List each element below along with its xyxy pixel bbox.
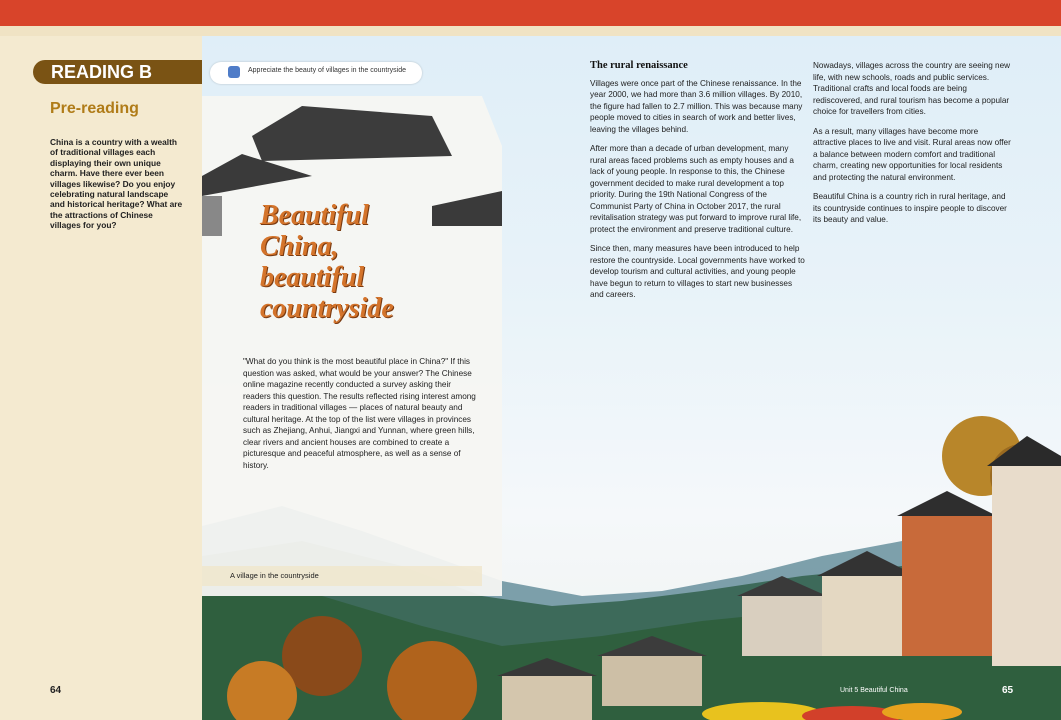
title-line: countryside: [260, 293, 394, 324]
intro-text: China is a country with a wealth of traditional villages each displaying their own unique charm. Have there ever been villages likewise? Do you enjoy celebrating natural landscape and historical heritage? What are the attractions of Chinese villages for you?: [50, 137, 183, 231]
body-paragraph: As a result, many villages have become more attractive places to live and visit. Rural areas now offer a balance between modern comfort and traditional charm, creating new opportunities for local residents and protecting the natural environment.: [813, 126, 1011, 182]
title-line: China,: [260, 231, 339, 262]
body-paragraph: Beautiful China is a country rich in rural heritage, and its countryside continues to inspire people to discover its beauty and value.: [813, 192, 1007, 224]
photo-caption-bar: [202, 566, 482, 586]
section-heading: The rural renaissance: [590, 60, 688, 71]
lead-paragraph: "What do you think is the most beautiful place in China?" If this question was asked, what would be your answer? The Chinese online magazine recently conducted a survey asking their readers this question. The results reflected rising interest among readers in traditional villages — places of natural beauty and cultural heritage. At the top of the list were villages in provinces such as Zhejiang, Anhui, Jiangxi and Yunnan, where green hills, clear rivers and ancient houses are combined to create a picturesque and peaceful atmosphere, as well as a sense of history.: [243, 357, 476, 470]
title-line: Beautiful: [260, 200, 369, 231]
body-paragraph: Villages were once part of the Chinese renaissance. In the year 2000, we had more than 3.6 million villages. By 2010, the figure had fallen to 2.7 million. This was because many people moved to cities in search of work and better lives, leaving the villages behind.: [590, 78, 803, 134]
middle-column: [590, 60, 805, 309]
footer-unit-title: Unit 5 Beautiful China: [840, 687, 908, 694]
section-tab: [33, 60, 203, 84]
page-number-left: 64: [50, 685, 62, 696]
article-title: [260, 200, 480, 324]
section-tab-label: READING B: [51, 62, 153, 82]
header-stripe: [0, 26, 1061, 36]
page-number-right: 65: [1002, 685, 1014, 696]
body-paragraph: Since then, many measures have been introduced to help restore the countryside. Local governments have worked to develop tourism and cultural activities, and young people have begun to return to villages to start new businesses and careers.: [590, 244, 805, 299]
header-band: [0, 0, 1061, 26]
title-line: beautiful: [260, 262, 365, 293]
search-pill-text: Appreciate the beauty of villages in the countryside: [248, 67, 406, 74]
body-paragraph: Nowadays, villages across the country are seeing new life, with new schools, roads and public services. Traditional crafts and local foods are being rediscovered, and rural tourism has become a popular choice for travellers from cities.: [813, 61, 1011, 116]
right-column: [813, 60, 1013, 234]
link-icon: [228, 66, 240, 78]
body-paragraph: After more than a decade of urban development, many rural areas faced problems such as empty houses and a lack of young people. In response to this, the Chinese government decided to make rural development a top priority. During the 19th National Congress of the Communist Party of China in October 2017, the rural revitalisation strategy was put forward to improve rural life, protect the environment and preserve traditional culture.: [590, 144, 802, 234]
photo-caption: A village in the countryside: [230, 571, 319, 580]
subheading: Pre-reading: [50, 100, 139, 117]
